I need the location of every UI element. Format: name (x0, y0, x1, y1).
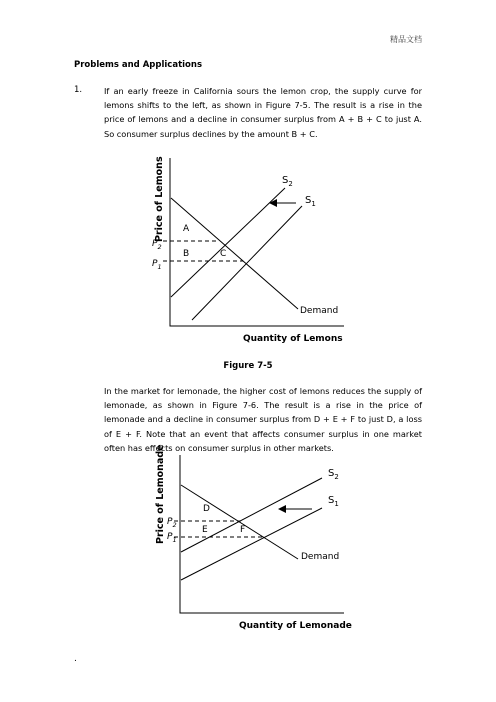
fig2-region-f-label: F (240, 525, 246, 535)
fig2-demand-curve (181, 485, 298, 559)
fig1-supply-s1-curve (192, 206, 302, 320)
fig2-y-axis-label: Price of Lemonade (155, 444, 166, 544)
header-mark: 精品文档 (390, 35, 422, 44)
fig2-s1-label: $S_1$ (328, 495, 339, 508)
fig2-s2-label: $S_2$ (328, 468, 339, 481)
fig2-region-d-label: D (203, 504, 210, 514)
fig2-demand-label: Demand (301, 552, 340, 562)
fig2-supply-s2-curve (181, 478, 322, 552)
fig2-x-axis-label: Quantity of Lemonade (239, 621, 352, 631)
paragraph-1: If an early freeze in California sours the lemon crop, the supply curve for lemons shifts to the left, as shown in Figure 7-5. The result is a rise in the price of lemons and a decline in consumer surplus from A + B + C to just A. So consumer surplus declines by the amount B + C. (104, 86, 422, 139)
figure-7-5 (163, 158, 344, 326)
fig1-region-b-label: B (183, 249, 190, 259)
fig2-region-e-label: E (202, 525, 208, 535)
fig2-supply-s1-curve (181, 508, 322, 580)
fig1-region-c-label: C (220, 249, 227, 259)
figure-caption: Figure 7-5 (223, 361, 273, 371)
fig1-demand-curve (171, 198, 298, 309)
fig1-y-axis-label: Price of Lemons (154, 156, 165, 242)
fig1-region-a-label: A (183, 224, 190, 234)
section-title: Problems and Applications (74, 60, 203, 70)
fig2-p2-label: $P_2$ (167, 517, 177, 529)
fig1-s2-label: $S_2$ (282, 175, 293, 188)
fig1-p2-label: $P_2$ (152, 239, 162, 251)
fig1-demand-label: Demand (300, 306, 339, 316)
item-number: 1. (74, 85, 83, 95)
fig1-p1-label: $P_1$ (152, 259, 162, 271)
fig1-s1-label: $S_1$ (305, 195, 316, 208)
fig1-supply-s2-curve (171, 188, 285, 297)
footer-mark: . (74, 654, 77, 664)
fig1-axes (170, 158, 344, 326)
figure-7-6 (174, 455, 344, 613)
fig1-x-axis-label: Quantity of Lemons (243, 334, 343, 344)
paragraph-2: In the market for lemonade, the higher cost of lemons reduces the supply of lemonade, as shown in Figure 7-6. The result is a rise in the price of lemonade and a decline in consumer surplus from D + E + F to just D, a loss of E + F. Note that an event that affects consumer surplus in one market often has effects on consumer surplus in other markets. (104, 386, 422, 453)
fig2-p1-label: $P_1$ (167, 532, 177, 544)
